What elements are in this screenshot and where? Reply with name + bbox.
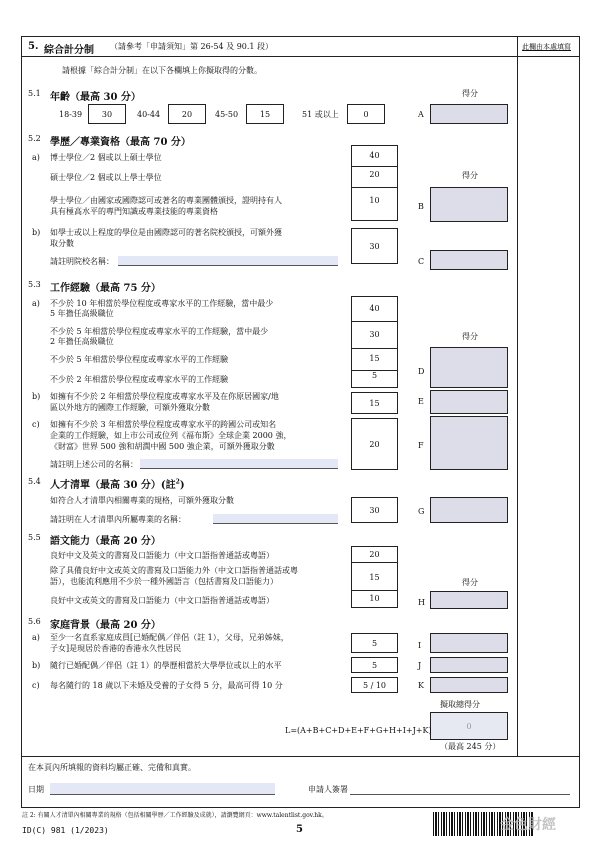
family-item-label: c): [32, 681, 40, 690]
language-item-text: 除了具備良好中文或英文的書寫及口語能力外（中文口語指普通話或粵: [50, 566, 298, 575]
education-item-text: 博士學位／2 個或以上碩士學位: [50, 153, 162, 162]
age-number: 5.1: [28, 89, 41, 98]
score-box-e[interactable]: [430, 390, 508, 414]
section-title: 綜合計分制: [44, 45, 94, 56]
work-item-text: 5 年擔任高級職位: [50, 309, 114, 318]
age-bracket-label: 45-50: [215, 110, 239, 119]
header-divider: [21, 56, 579, 57]
profession-name-input[interactable]: [213, 514, 338, 523]
work-c-value: 20: [351, 418, 398, 470]
score-box-k[interactable]: [430, 677, 508, 693]
box-divider: [351, 590, 398, 591]
age-bracket-value[interactable]: 30: [88, 104, 126, 124]
score-letter-a: A: [418, 110, 424, 119]
work-item-value: 40: [369, 304, 380, 313]
family-item-value: 5: [351, 657, 398, 673]
age-bracket-value[interactable]: 20: [168, 104, 206, 124]
box-divider: [351, 370, 398, 371]
language-item-text: 良好中文及英文的書寫及口語能力（中文口語指普通話或粵語）: [50, 551, 274, 560]
section-number: 5.: [28, 41, 39, 52]
institution-name-label: 請註明院校名稱：: [50, 257, 114, 266]
age-bracket-label: 51 或以上: [302, 110, 339, 119]
date-input[interactable]: [50, 783, 275, 794]
score-box-b[interactable]: [430, 187, 508, 222]
education-a-label: a): [32, 153, 40, 162]
score-letter-g: G: [418, 507, 425, 516]
work-b-value: 15: [351, 392, 398, 414]
score-box-c[interactable]: [430, 250, 508, 270]
family-title: 家庭背景（最高 20 分）: [50, 620, 161, 631]
talent-number: 5.4: [28, 477, 41, 486]
score-box-a[interactable]: [430, 104, 508, 124]
language-points-box: [351, 546, 398, 608]
education-score-label: 得分: [462, 171, 478, 180]
company-name-input[interactable]: [140, 459, 338, 468]
work-item-text: 2 年擔任高級職位: [50, 337, 114, 346]
work-b-text: 如擁有不少於 2 年相當於學位程度或專家水平及在你原居國家/地: [50, 392, 279, 401]
score-box-d[interactable]: [430, 347, 508, 388]
education-item-value: 40: [369, 151, 380, 160]
date-underline: [50, 794, 275, 795]
date-label: 日期: [28, 785, 44, 794]
institution-name-input[interactable]: [118, 256, 338, 265]
talent-text: 如符合人才清單內相關專業的規格，可額外獲取分數: [50, 496, 234, 505]
total-formula: L=(A+B+C+D+E+F+G+H+I+J+K): [285, 726, 432, 735]
family-item-label: b): [32, 661, 41, 670]
box-divider: [351, 321, 398, 322]
work-item-text: 不少於 10 年相當於學位程度或專家水平的工作經驗，當中最少: [50, 299, 274, 308]
family-number: 5.6: [28, 617, 41, 626]
score-box-j[interactable]: [430, 657, 508, 673]
language-number: 5.5: [28, 533, 41, 542]
language-item-text: 良好中文或英文的書寫及口語能力（中文口語指普通話或粵語）: [50, 596, 274, 605]
talent-title: 人才清單（最高 30 分）(註$^2$): [50, 478, 185, 491]
work-a-label: a): [32, 299, 40, 308]
score-letter-c: C: [418, 257, 425, 266]
talent-value: 30: [351, 497, 398, 523]
education-number: 5.2: [28, 134, 41, 143]
score-box-h[interactable]: [430, 591, 508, 609]
profession-name-label: 請註明在人才清單內所屬專業的名稱：: [50, 515, 186, 524]
section-intro: 請根據「綜合計分制」在以下各欄填上你擬取得的分數。: [62, 66, 262, 75]
family-item-value: 5: [351, 633, 398, 653]
score-letter-k: K: [418, 681, 424, 690]
score-box-f[interactable]: [430, 416, 508, 470]
form-code: ID(C) 981 (1/2023): [22, 826, 109, 835]
signature-label: 申請人簽署: [308, 785, 348, 794]
education-title: 學歷／專業資格（最高 70 分）: [50, 137, 191, 148]
score-letter-b: B: [418, 202, 424, 211]
work-points-box: [351, 296, 398, 388]
education-b-text: 取分數: [50, 239, 74, 248]
office-column-divider: [517, 36, 518, 756]
profession-name-underline: [213, 523, 338, 524]
score-letter-d: D: [418, 367, 425, 376]
work-title: 工作經驗（最高 75 分）: [50, 283, 161, 294]
score-letter-f: F: [418, 441, 424, 450]
company-name-label: 請註明上述公司的名稱：: [50, 460, 138, 469]
education-item-text: 碩士學位／2 個或以上學士學位: [50, 173, 162, 182]
language-item-value: 10: [369, 594, 380, 603]
language-item-value: 15: [369, 573, 380, 582]
language-item-text: 語），也能流利應用不少於一種外國語言（包括書寫及口語能力）: [50, 577, 278, 586]
family-item-value: 5 / 10: [351, 677, 398, 693]
education-b-text: 如學士或以上程度的學位是由國際認可的著名院校頒授，可額外獲: [50, 228, 282, 237]
education-item-value: 10: [369, 196, 380, 205]
declaration-text: 在本頁內所填報的資料均屬正確、完備和真實。: [28, 763, 196, 772]
family-item-text: 至少一名直系家庭成員[已婚配偶／伴侶（註 1），父母，兄弟姊妹，: [50, 633, 289, 642]
box-divider: [351, 166, 398, 167]
education-b-label: b): [32, 228, 41, 237]
signature-underline: [350, 794, 570, 795]
age-bracket-label: 18-39: [59, 110, 83, 119]
language-item-value: 20: [369, 550, 380, 559]
score-letter-e: E: [418, 397, 424, 406]
education-points-box: [351, 145, 398, 221]
age-title: 年齡（最高 30 分）: [50, 92, 141, 103]
age-bracket-label: 40-44: [137, 110, 161, 119]
watermark: 金色財經: [500, 817, 556, 833]
family-item-text: 每名隨行的 18 歲以下未婚及受養的子女得 5 分，最高可得 10 分: [50, 681, 283, 690]
work-item-text: 不少於 5 年相當於學位程度或專家水平的工作經驗，當中最少: [50, 327, 269, 336]
age-score-label: 得分: [462, 89, 478, 98]
total-score-box[interactable]: 0: [430, 712, 508, 740]
education-item-value: 20: [369, 170, 380, 179]
footer-note: 註 2: 有關人才清單內相關專業的規格（包括相關學歷／工作經驗及成就），請瀏覽網頁：www.talentlist.gov.hk。: [22, 812, 328, 819]
language-score-label: 得分: [462, 578, 478, 587]
work-c-text: 《財富》世界 500 強和胡潤中國 500 強企業，可額外獲取分數: [50, 442, 275, 451]
family-item-text: 隨行已婚配偶／伴侶（註 1）的學歷相當於大學學位或以上的水平: [50, 661, 282, 670]
work-c-text: 企業的工作經驗，如上市公司或位列《福布斯》全球企業 2000 強，: [50, 431, 292, 440]
education-item-text: 學士學位／由國家或國際認可或著名的專業團體頒授，證明持有人: [50, 196, 282, 205]
total-label: 擬取總得分: [440, 700, 480, 709]
page-number: 5: [296, 824, 303, 835]
box-divider: [351, 187, 398, 188]
education-b-value: 30: [351, 228, 398, 264]
education-item-text: 具有極高水平的專門知識或專業技能的專業資格: [50, 207, 218, 216]
box-divider: [351, 348, 398, 349]
score-letter-j: J: [418, 661, 422, 670]
work-b-text: 區以外地方的國際工作經驗，可額外獲取分數: [50, 403, 210, 412]
work-b-label: b): [32, 392, 41, 401]
total-max: （最高 245 分）: [440, 742, 501, 751]
score-letter-i: I: [418, 641, 422, 650]
work-item-value: 15: [369, 354, 380, 363]
work-number: 5.3: [28, 280, 41, 289]
company-name-underline: [140, 468, 338, 469]
score-box-g[interactable]: [430, 497, 508, 523]
language-title: 語文能力（最高 20 分）: [50, 536, 161, 547]
work-item-value: 30: [369, 330, 380, 339]
work-c-text: 如擁有不少於 3 年相當於學位程度或專家水平的跨國公司或知名: [50, 420, 277, 429]
family-item-text: 子女]是現居於香港的香港永久性居民: [50, 644, 182, 653]
note-superscript: 2: [175, 478, 180, 486]
age-bracket-value[interactable]: 0: [347, 104, 385, 124]
institution-name-underline: [118, 265, 338, 266]
office-use-label: 此欄由本處填寫: [522, 43, 571, 51]
work-c-label: c): [32, 420, 40, 429]
work-item-text: 不少於 2 年相當於學位程度或專家水平的工作經驗: [50, 375, 229, 384]
declaration-divider: [21, 756, 579, 757]
score-letter-h: H: [418, 598, 425, 607]
section-reference: （請參考「申請須知」第 26-54 及 90.1 段）: [110, 42, 274, 51]
work-item-text: 不少於 5 年相當於學位程度或專家水平的工作經驗: [50, 355, 229, 364]
work-item-value: 5: [371, 371, 378, 380]
box-divider: [351, 562, 398, 563]
age-bracket-value[interactable]: 15: [246, 104, 284, 124]
family-item-label: a): [32, 633, 40, 642]
score-box-i[interactable]: [430, 633, 508, 653]
work-score-label: 得分: [462, 332, 478, 341]
